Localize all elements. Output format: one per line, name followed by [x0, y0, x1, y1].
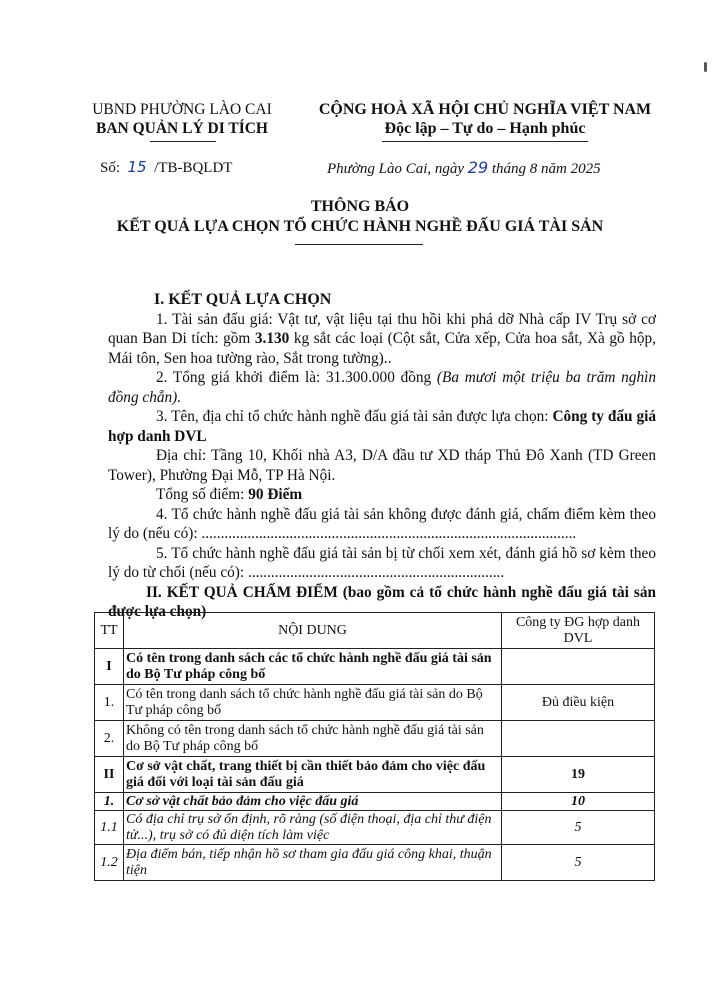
col-tt: TT: [95, 613, 124, 649]
document-date: [327, 158, 601, 178]
section1-heading: I. KẾT QUẢ LỰA CHỌN: [154, 291, 332, 308]
row-tt: I: [95, 649, 124, 685]
col-company: Công ty ĐG hợp danh DVL: [502, 613, 655, 649]
row-value: 5: [502, 845, 655, 881]
row-value: 19: [502, 757, 655, 793]
row-tt: II: [95, 757, 124, 793]
table-row: [95, 845, 655, 881]
notice-title: THÔNG BÁO: [310, 198, 410, 215]
motto-line2: Độc lập – Tự do – Hạnh phúc: [384, 120, 586, 137]
row-tt: 1.: [95, 793, 124, 811]
auctioneer-address: Địa chỉ: Tầng 10, Khối nhà A3, D/A đầu tư XD tháp Thủ Đô Xanh (TD Green Tower), Phường Đại Mỗ, TP Hà Nội.: [108, 447, 656, 484]
table-row: [95, 685, 655, 721]
date-day-handwritten: 29: [467, 158, 489, 177]
item1: 1. Tài sản đấu giá: Vật tư, vật liệu tại thu hồi khi phá dỡ Nhà cấp IV Trụ sở cơ quan Ban Di tích: gồm 3.130 kg sắt các loại (Cột sắt, Cửa xếp, Cửa hoa sắt, Xà gồ hộp, Mái tôn, Sen hoa tường rào, Sắt trong tường)..: [108, 310, 656, 367]
row-content: Có tên trong danh sách các tổ chức hành nghề đấu giá tài sản do Bộ Tư pháp công bố: [124, 649, 502, 685]
table-header-row: [95, 613, 655, 649]
scan-speck: [704, 62, 707, 72]
row-tt: 1.2: [95, 845, 124, 881]
national-motto: [300, 100, 670, 138]
date-suffix: tháng 8 năm 2025: [491, 161, 601, 177]
row-content: Có địa chỉ trụ sở ổn định, rõ ràng (số điện thoại, địa chỉ thư điện tử...), trụ sở có đủ diện tích làm việc: [124, 811, 502, 845]
row-value: 5: [502, 811, 655, 845]
agency-line1: UBND PHƯỜNG LÀO CAI: [92, 101, 272, 118]
row-tt: 1.1: [95, 811, 124, 845]
date-prefix: Phường Lào Cai, ngày: [327, 161, 465, 177]
notice-subtitle: KẾT QUẢ LỰA CHỌN TỔ CHỨC HÀNH NGHỀ ĐẤU GIÁ TÀI SẢN: [116, 218, 604, 235]
item2: 2. Tổng giá khởi điểm là: 31.300.000 đồng (Ba mươi một triệu ba trăm nghìn đồng chẵn).: [108, 369, 656, 406]
table-row: [95, 649, 655, 685]
table-row: [95, 811, 655, 845]
notice-body: [108, 290, 656, 622]
document-number: [100, 158, 232, 177]
total-score: Tổng số điểm: 90 Điểm: [156, 486, 303, 503]
item5: 5. Tổ chức hành nghề đấu giá tài sản bị từ chối xem xét, đánh giá hồ sơ kèm theo lý do từ chối (nếu có): ...................................................................: [108, 544, 656, 581]
row-content: Địa điểm bán, tiếp nhận hồ sơ tham gia đấu giá công khai, thuận tiện: [124, 845, 502, 881]
table-row: [95, 793, 655, 811]
agency-underline: [150, 141, 216, 142]
doc-number-handwritten: 15: [127, 158, 147, 176]
row-tt: 1.: [95, 685, 124, 721]
table-row: [95, 721, 655, 757]
section2-heading: II. KẾT QUẢ CHẤM ĐIỂM (bao gồm cả tổ chức hành nghề đấu giá tài sản được lựa chọn): [108, 583, 656, 620]
title-underline: [295, 244, 423, 245]
row-value: [502, 649, 655, 685]
doc-number-suffix: /TB-BQLDT: [154, 160, 233, 176]
score-table: [94, 612, 655, 881]
row-content: Không có tên trong danh sách tổ chức hành nghề đấu giá tài sản do Bộ Tư pháp công bố: [124, 721, 502, 757]
row-content: Có tên trong danh sách tổ chức hành nghề đấu giá tài sản do Bộ Tư pháp công bố: [124, 685, 502, 721]
item4: 4. Tổ chức hành nghề đấu giá tài sản không được đánh giá, chấm điểm kèm theo lý do (nếu có): ..................................................................................................: [108, 505, 656, 542]
row-content: Cơ sở vật chất, trang thiết bị cần thiết bảo đảm cho việc đấu giá đối với loại tài sản đấu giá: [124, 757, 502, 793]
table-row: [95, 757, 655, 793]
col-content: NỘI DUNG: [124, 613, 502, 649]
row-tt: 2.: [95, 721, 124, 757]
doc-number-prefix: Số:: [100, 160, 121, 176]
row-value: [502, 721, 655, 757]
item3: 3. Tên, địa chỉ tổ chức hành nghề đấu giá tài sản được lựa chọn: Công ty đấu giá hợp danh DVL: [108, 408, 656, 445]
agency-line2: BAN QUẢN LÝ DI TÍCH: [96, 120, 268, 137]
row-value: 10: [502, 793, 655, 811]
motto-line1: CỘNG HOÀ XÃ HỘI CHỦ NGHĨA VIỆT NAM: [318, 101, 652, 118]
row-content: Cơ sở vật chất bảo đảm cho việc đấu giá: [124, 793, 502, 811]
row-value: Đủ điều kiện: [502, 685, 655, 721]
motto-underline: [382, 141, 588, 142]
issuing-agency: [72, 100, 292, 138]
